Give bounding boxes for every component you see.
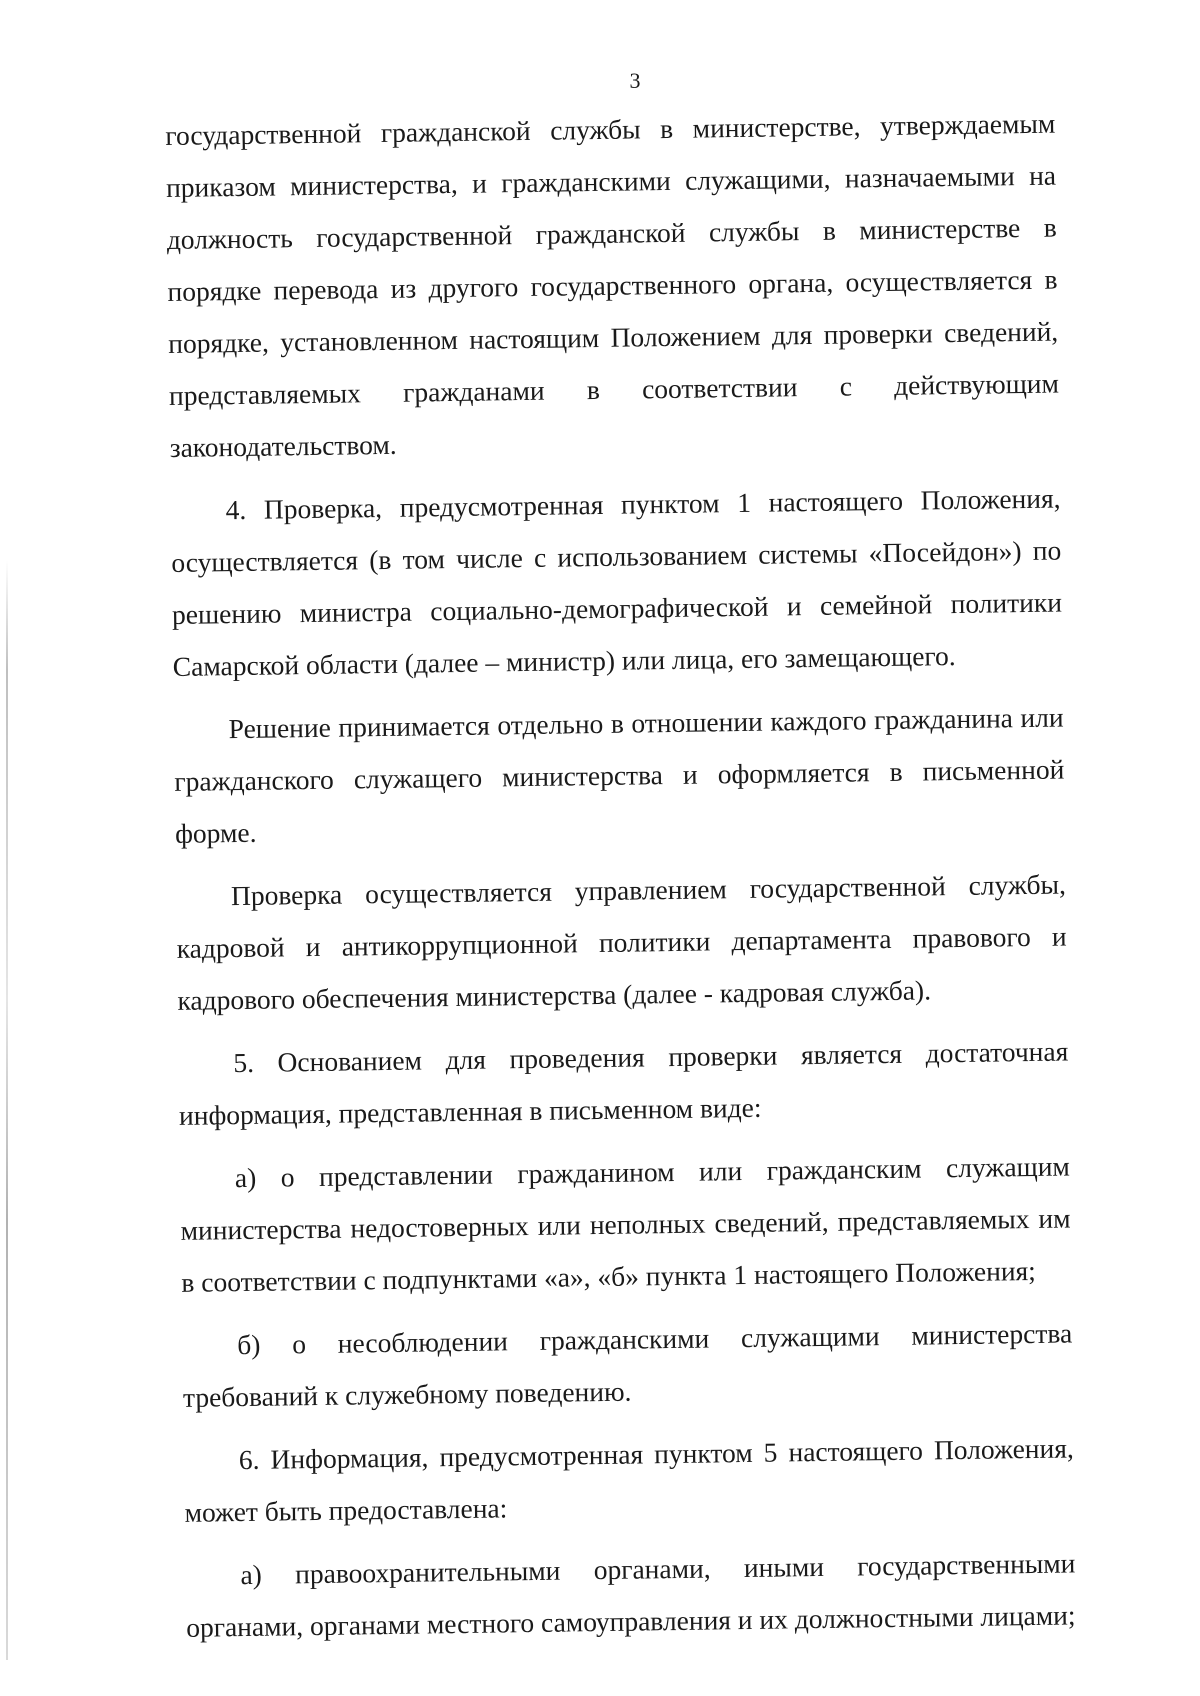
paragraph-clause-5: 5. Основанием для проведения проверки является достаточная информация, представленная в письменном виде: (178, 1035, 1069, 1131)
scan-edge-shadow (6, 560, 8, 1660)
paragraph-clause-6: 6. Информация, предусмотренная пунктом 5 настоящего Положения, может быть предоставлена: (184, 1432, 1074, 1528)
paragraph-decision: Решение принимается отдельно в отношении каждого гражданина или гражданского служащего министерства и оформляется в письменной форме. (174, 701, 1065, 849)
paragraph-clause-6a: а) правоохранительными органами, иными государственными органами, органами местного самоуправления и их должностными лицами; (185, 1547, 1076, 1643)
paragraph-continuation: государственной гражданской службы в министерстве, утверждаемым приказом министерства, и гражданскими служащими, назначаемыми на должность государственной гражданской службы в министерстве в порядке перевода из другого государственного органа, осуществляется в порядке, установленном настоящим Положением для проверки сведений, представляемых гражданами в соответствии с действующим законодательством. (165, 107, 1060, 463)
paragraph-clause-5b: б) о несоблюдении гражданскими служащими министерства требований к служебному поведению. (182, 1317, 1073, 1413)
paragraph-verification-body: Проверка осуществляется управлением государственной службы, кадровой и антикоррупционной политики департамента правового и кадрового обеспечения министерства (далее - кадровая служба). (176, 868, 1067, 1016)
paragraph-clause-4: 4. Проверка, предусмотренная пунктом 1 настоящего Положения, осуществляется (в том числе с использованием системы «Посейдон») по решению министра социально-демографической и семейной политики Самарской области (далее – министр) или лица, его замещающего. (171, 482, 1063, 682)
paragraph-clause-5a: а) о представлении гражданином или гражданским служащим министерства недостоверных или неполных сведений, представляемых им в соответствии с подпунктами «а», «б» пункта 1 настоящего Положения; (180, 1150, 1071, 1298)
page-number: 3 (629, 68, 641, 93)
document-body (165, 98, 1077, 1665)
